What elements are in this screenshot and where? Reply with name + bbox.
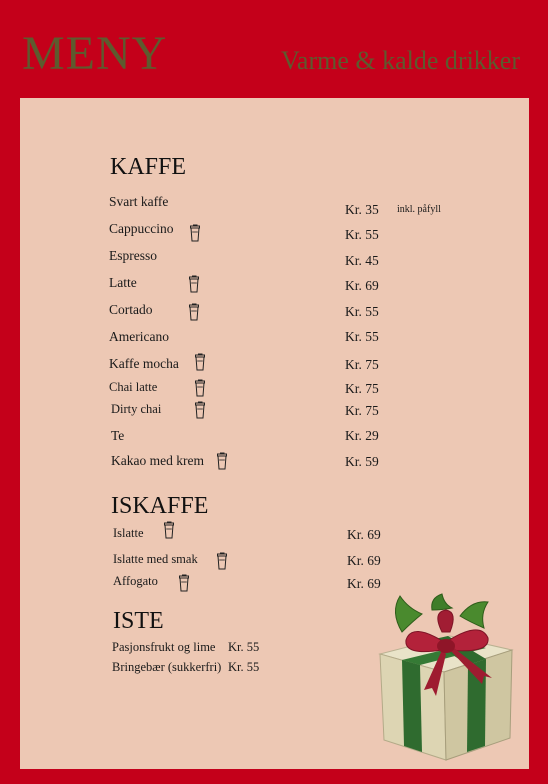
menu-item-name: Chai latte (109, 380, 158, 394)
menu-item-note: inkl. påfyll (397, 204, 441, 215)
menu-panel (20, 98, 529, 769)
section-title-iste: ISTE (113, 608, 164, 634)
menu-item-price: Kr. 75 (345, 381, 379, 396)
takeaway-cup-icon (194, 379, 206, 397)
takeaway-cup-icon (188, 275, 200, 293)
menu-item-price: Kr. 69 (347, 576, 381, 591)
menu-item-price: Kr. 45 (345, 253, 379, 268)
menu-item-name: Pasjonsfrukt og lime (112, 640, 216, 654)
menu-item-name: Islatte med smak (113, 552, 198, 566)
menu-item-name: Bringebær (sukkerfri) (112, 660, 222, 674)
menu-item-name: Kaffe mocha (109, 356, 179, 371)
takeaway-cup-icon (216, 452, 228, 470)
takeaway-cup-icon (194, 353, 206, 371)
takeaway-cup-icon (188, 303, 200, 321)
menu-item-price: Kr. 59 (345, 454, 379, 469)
menu-item-name: Cappuccino (109, 221, 174, 236)
menu-item-price: Kr. 75 (345, 403, 379, 418)
menu-item-name: Americano (109, 329, 169, 344)
section-title-iskaffe: ISKAFFE (111, 493, 209, 519)
menu-item-name: Dirty chai (111, 402, 162, 416)
takeaway-cup-icon (216, 552, 228, 570)
menu-item-price: Kr. 69 (347, 553, 381, 568)
menu-item-price: Kr. 55 (228, 660, 260, 674)
menu-item-price: Kr. 69 (345, 278, 379, 293)
menu-item-price: Kr. 55 (345, 329, 379, 344)
takeaway-cup-icon (178, 574, 190, 592)
menu-item-name: Affogato (113, 574, 158, 588)
menu-item-price: Kr. 55 (345, 227, 379, 242)
menu-title: MENY (22, 27, 168, 80)
menu-item-price: Kr. 35 (345, 202, 379, 217)
takeaway-cup-icon (189, 224, 201, 242)
menu-item-name: Te (111, 428, 125, 443)
menu-item-name: Latte (109, 275, 137, 290)
takeaway-cup-icon (194, 401, 206, 419)
christmas-gift-icon (372, 592, 532, 764)
menu-item-price: Kr. 29 (345, 428, 379, 443)
menu-item-name: Islatte (113, 526, 144, 540)
menu-item-name: Svart kaffe (109, 194, 169, 209)
menu-item-price: Kr. 55 (345, 304, 379, 319)
menu-item-name: Kakao med krem (111, 453, 204, 468)
menu-item-price: Kr. 69 (347, 527, 381, 542)
menu-item-price: Kr. 75 (345, 357, 379, 372)
section-title-kaffe: KAFFE (110, 154, 187, 180)
menu-item-name: Espresso (109, 248, 157, 263)
menu-subtitle: Varme & kalde drikker (281, 46, 520, 75)
menu-item-name: Cortado (109, 302, 153, 317)
takeaway-cup-icon (163, 521, 175, 539)
menu-item-price: Kr. 55 (228, 640, 260, 654)
